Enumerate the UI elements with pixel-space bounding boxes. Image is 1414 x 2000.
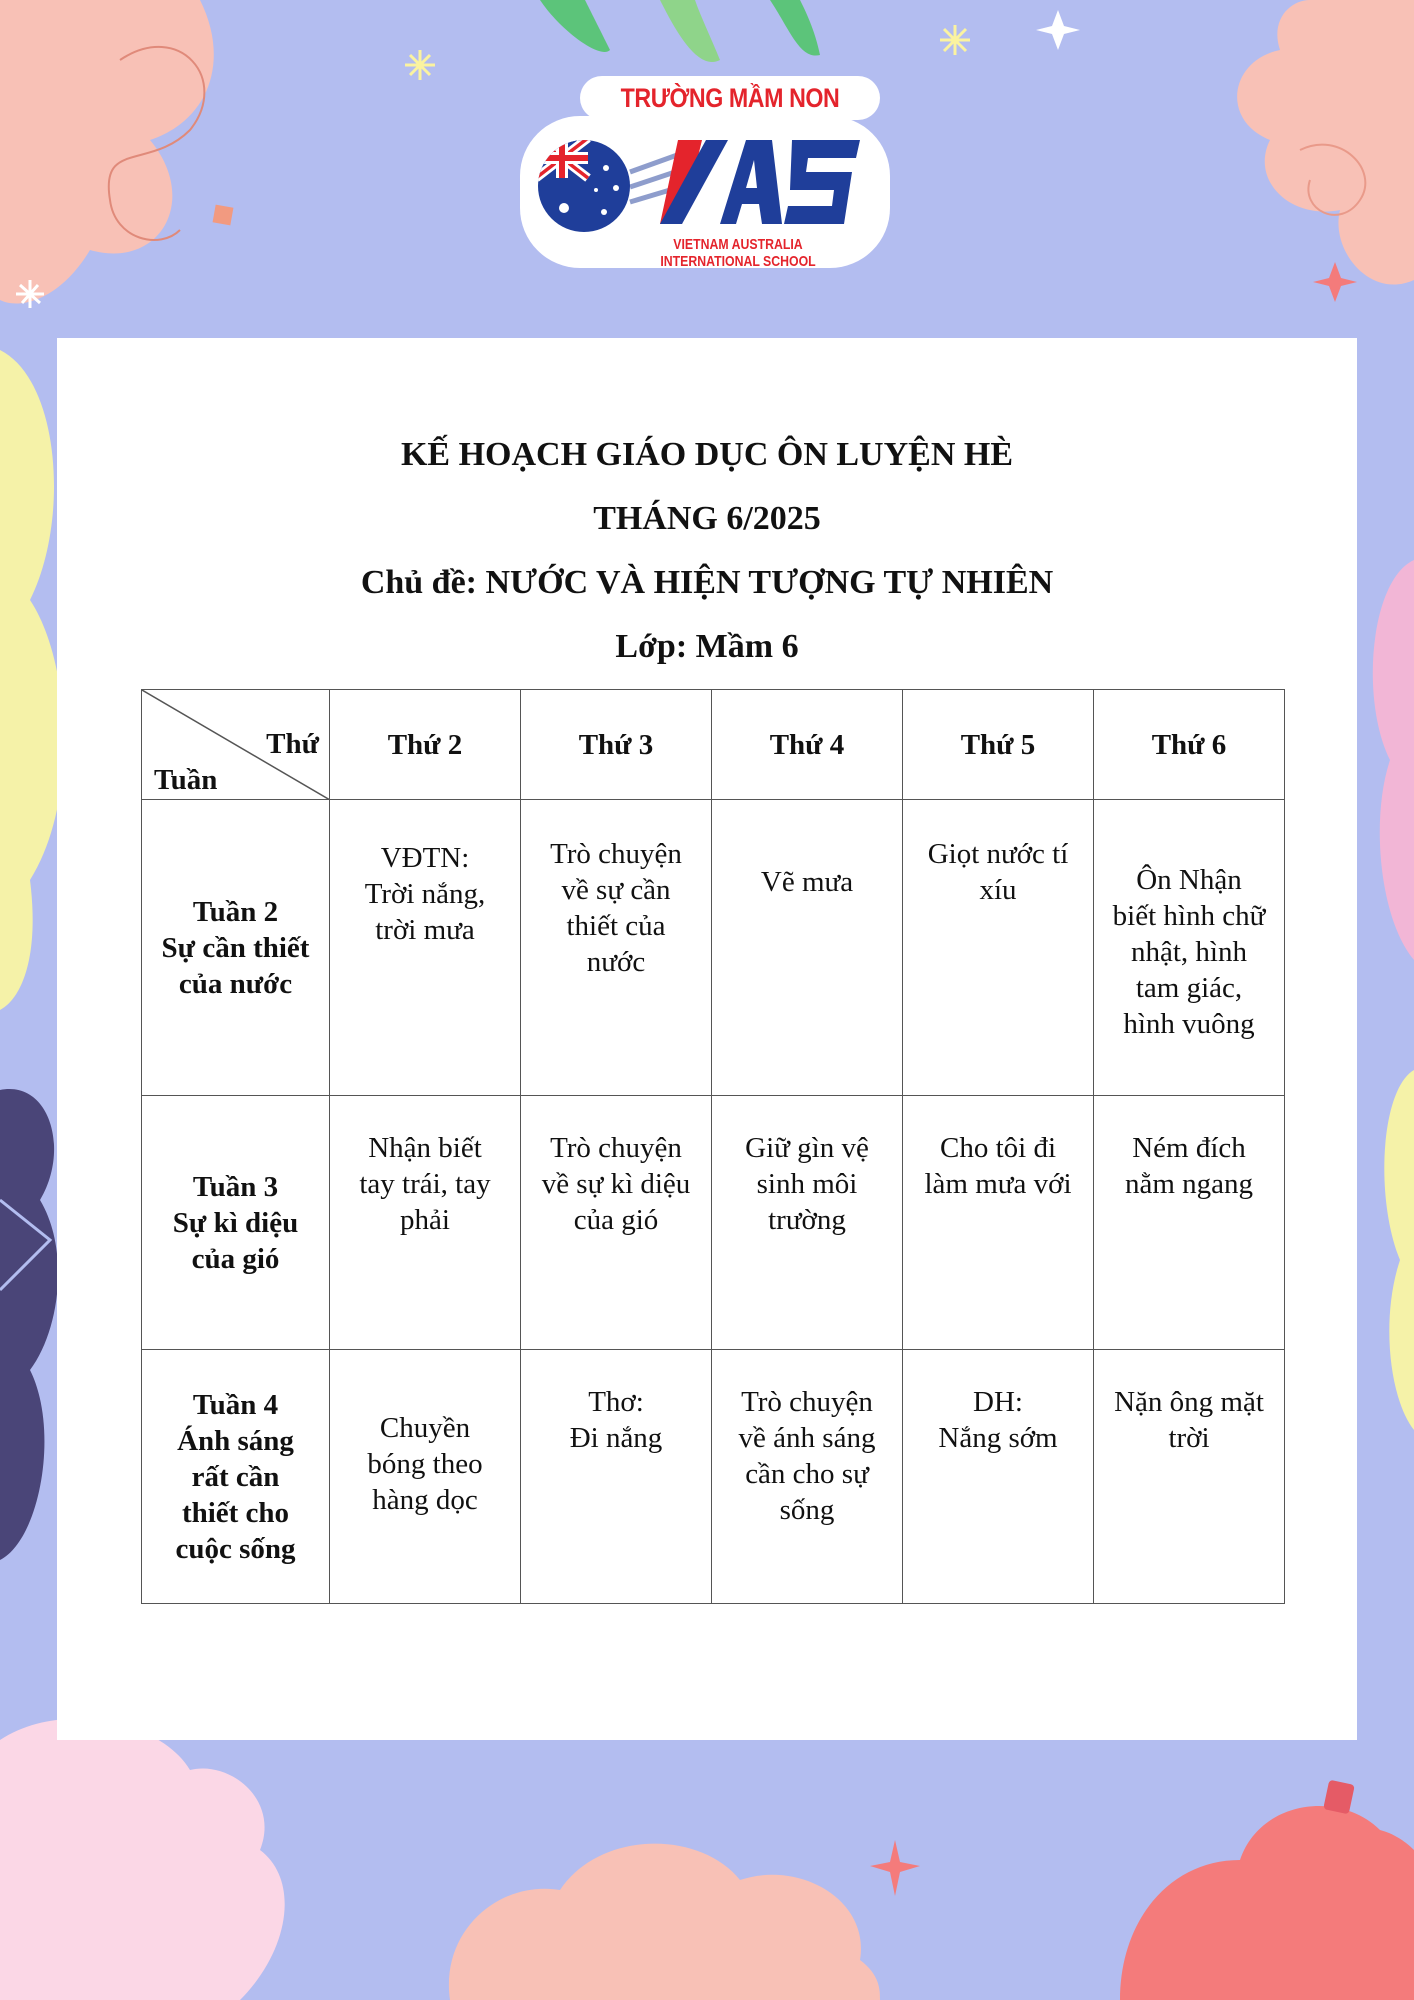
activity-line: biết hình chữ — [1112, 900, 1266, 932]
document-title: KẾ HOẠCH GIÁO DỤC ÔN LUYỆN HÈ — [400, 436, 1014, 473]
activity-line: Trời nắng, — [364, 878, 486, 910]
activity-line: Thơ: — [588, 1386, 644, 1418]
activity-line: Chuyền — [379, 1412, 471, 1444]
activity-line: về sự cần — [561, 874, 671, 906]
activity-line: nước — [586, 946, 646, 978]
activity-line: nhật, hình — [1131, 936, 1247, 968]
activity-cell — [330, 800, 521, 1096]
activity-line: Trò chuyện — [550, 838, 682, 870]
activity-cell — [1094, 1350, 1285, 1604]
activity-line: hàng dọc — [372, 1484, 478, 1516]
activity-line: Vẽ mưa — [760, 866, 854, 898]
activity-line: Đi nắng — [569, 1422, 663, 1454]
activity-cell — [1094, 1096, 1285, 1350]
week-label-cell — [142, 1096, 330, 1350]
week-label-line: của gió — [191, 1242, 280, 1275]
activity-cell — [330, 1350, 521, 1604]
activity-line: Trò chuyện — [741, 1386, 873, 1418]
activity-line: Ném đích — [1132, 1132, 1246, 1164]
activity-line: cần cho sự — [745, 1458, 869, 1490]
table-row — [142, 1096, 1285, 1350]
activity-line: xíu — [979, 874, 1017, 906]
activity-line: Nặn ông mặt — [1114, 1386, 1264, 1418]
activity-line: làm mưa với — [924, 1168, 1072, 1200]
activity-cell — [712, 800, 903, 1096]
activity-line: DH: — [973, 1386, 1023, 1418]
table-corner-cell — [142, 690, 330, 800]
week-label-cell — [142, 1350, 330, 1604]
activity-line: Trò chuyện — [550, 1132, 682, 1164]
activity-line: của gió — [573, 1204, 659, 1236]
week-label-line: của nước — [178, 967, 293, 1000]
schedule-table — [141, 689, 1285, 1604]
school-logo — [520, 72, 890, 268]
week-label-cell — [142, 800, 330, 1096]
activity-cell — [330, 1096, 521, 1350]
activity-line: tay trái, tay — [359, 1168, 491, 1200]
activity-cell — [903, 800, 1094, 1096]
activity-line: tam giác, — [1135, 972, 1243, 1004]
logo-school-name: TRƯỜNG MẦM NON — [620, 83, 840, 113]
document-panel — [57, 338, 1357, 1740]
document-class: Lớp: Mầm 6 — [615, 628, 799, 665]
activity-line: VĐTN: — [380, 842, 470, 874]
week-label-line: Sự cần thiết — [161, 931, 310, 964]
week-label-line: Ánh sáng — [177, 1424, 294, 1457]
document-topic: Chủ đề: NƯỚC VÀ HIỆN TƯỢNG TỰ NHIÊN — [360, 564, 1054, 601]
logo-badge — [520, 116, 890, 268]
table-row — [142, 1350, 1285, 1604]
activity-line: phải — [400, 1204, 450, 1236]
activity-line: sống — [779, 1494, 835, 1526]
activity-line: Nắng sớm — [938, 1422, 1058, 1454]
activity-line: nằm ngang — [1124, 1168, 1254, 1200]
activity-cell — [521, 1350, 712, 1604]
table-row — [142, 800, 1285, 1096]
activity-line: trời mưa — [375, 914, 475, 946]
week-label-line: cuộc sống — [175, 1532, 296, 1565]
header-day-5: Thứ 5 — [903, 690, 1094, 800]
activity-line: về sự kì diệu — [541, 1168, 691, 1200]
australia-flag-globe-icon — [536, 138, 632, 234]
week-label-line: Tuần 3 — [192, 1170, 279, 1203]
corner-week-label: Tuần — [154, 764, 218, 796]
activity-cell — [712, 1350, 903, 1604]
week-label-line: Sự kì diệu — [172, 1206, 299, 1239]
week-label-line: thiết cho — [181, 1496, 290, 1529]
logo-school-name-banner — [580, 76, 880, 120]
activity-cell — [903, 1096, 1094, 1350]
document-titles — [57, 423, 1357, 679]
table-header-row — [142, 690, 1285, 800]
activity-line: Giọt nước tí — [927, 838, 1069, 870]
logo-subtitle: VIETNAM AUSTRALIA INTERNATIONAL SCHOOL — [660, 236, 816, 270]
header-day-6: Thứ 6 — [1094, 690, 1285, 800]
activity-line: hình vuông — [1123, 1008, 1255, 1040]
activity-cell — [903, 1350, 1094, 1604]
activity-line: sinh môi — [756, 1168, 858, 1200]
activity-line: Cho tôi đi — [939, 1132, 1056, 1164]
header-day-3: Thứ 3 — [521, 690, 712, 800]
activity-line: Giữ gìn vệ — [745, 1132, 869, 1164]
header-day-2: Thứ 2 — [330, 690, 521, 800]
activity-line: về ánh sáng — [738, 1422, 876, 1454]
activity-cell — [521, 800, 712, 1096]
week-label-line: Tuần 2 — [192, 895, 279, 928]
activity-line: bóng theo — [367, 1448, 483, 1480]
activity-line: Nhận biết — [368, 1132, 482, 1164]
activity-line: trời — [1168, 1422, 1210, 1454]
week-label-line: rất cần — [191, 1460, 280, 1493]
logo-vas-mark — [620, 132, 870, 232]
activity-line: Ôn Nhận — [1136, 864, 1242, 896]
activity-line: thiết của — [566, 910, 666, 942]
activity-cell — [521, 1096, 712, 1350]
week-label-line: Tuần 4 — [192, 1388, 279, 1421]
corner-day-label: Thứ — [266, 728, 319, 760]
document-month: THÁNG 6/2025 — [593, 500, 821, 537]
activity-cell — [1094, 800, 1285, 1096]
activity-line: trường — [768, 1204, 846, 1236]
activity-cell — [712, 1096, 903, 1350]
header-day-4: Thứ 4 — [712, 690, 903, 800]
